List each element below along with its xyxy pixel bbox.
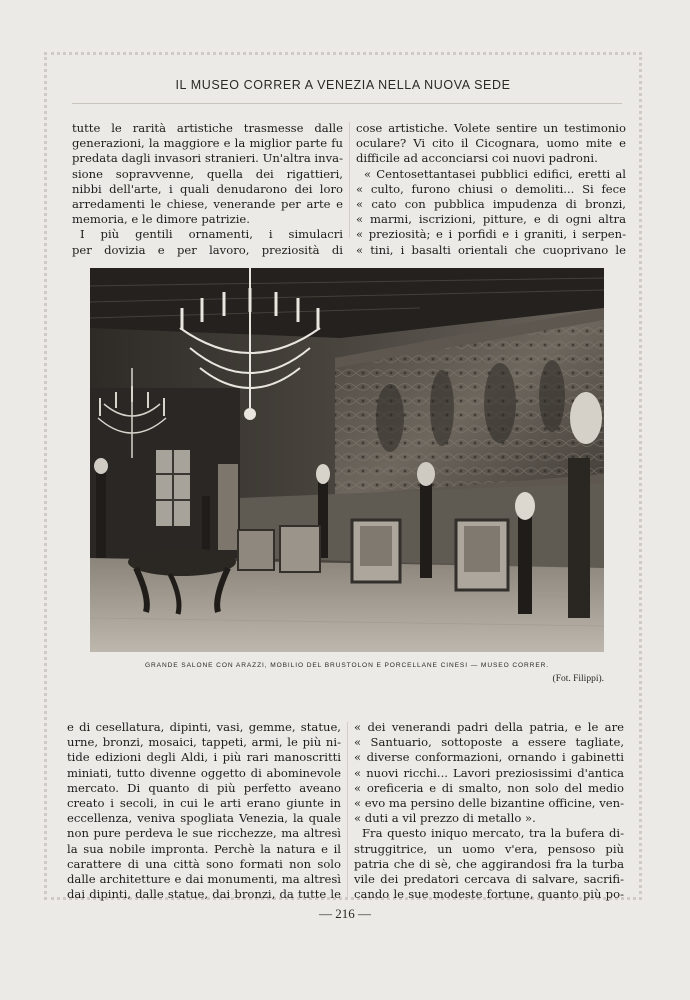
museum-hall-photograph bbox=[90, 268, 604, 652]
text-line: dalle architetture e dai monumenti, ma altresì bbox=[67, 871, 341, 886]
figure-caption: GRANDE SALONE CON ARAZZI, MOBILIO DEL BRUSTOLON E PORCELLANE CINESI — MUSEO CORRER. bbox=[144, 662, 550, 669]
text-line: mercato. Di quanto di più perfetto aveano bbox=[67, 780, 341, 795]
text-line: oculare? Vi cito il Cicognara, uomo mite e bbox=[356, 136, 626, 151]
column-top-left bbox=[72, 121, 343, 258]
text-line: struggitrice, un uomo v'era, pensoso più bbox=[354, 841, 624, 856]
text-line: dai dipinti, dalle statue, dai bronzi, da tutte le bbox=[67, 887, 341, 902]
text-line: miniati, tutto divenne oggetto di abominevole bbox=[67, 765, 341, 780]
text-line: « evo ma persino delle bizantine officine, ven- bbox=[354, 795, 624, 810]
text-line: cose artistiche. Volete sentire un testimonio bbox=[356, 121, 626, 135]
text-line: creato i secoli, in cui le arti erano giunte in bbox=[67, 795, 341, 810]
text-line: urne, bronzi, mosaici, tappeti, armi, le più ni- bbox=[67, 735, 341, 750]
text-line: difficile ad acconciarsi coi nuovi padroni. bbox=[356, 151, 598, 166]
text-line: « cato con pubblica impudenza di bronzi, bbox=[356, 196, 626, 211]
text-line: arredamenti le chiese, venerande per arte e bbox=[72, 196, 343, 211]
text-line: tutte le rarità artistiche trasmesse dalle bbox=[72, 121, 343, 135]
text-line: « diverse conformazioni, ornando i gabinetti bbox=[354, 750, 624, 765]
text-line: « preziosità; e i porfidi e i graniti, i serpen- bbox=[356, 227, 626, 242]
text-line: patria che di sè, che aggirandosi fra la turba bbox=[354, 856, 624, 871]
text-line: la sua nobile impronta. Perchè la natura e il bbox=[67, 841, 341, 856]
text-line: generazioni, la maggiore e la miglior parte fu bbox=[72, 136, 343, 151]
text-line: tide edizioni degli Aldi, i più rari manoscritti bbox=[67, 750, 341, 765]
text-line: memoria, e le dimore patrizie. bbox=[72, 212, 250, 227]
running-header: IL MUSEO CORRER A VENEZIA NELLA NUOVA SEDE bbox=[175, 78, 511, 92]
text-line: « dei venerandi padri della patria, e le are bbox=[354, 720, 624, 734]
text-line: predata dagli invasori stranieri. Un'altra inva- bbox=[72, 151, 343, 166]
text-line: cando le sue modeste fortune, quanto più po- bbox=[354, 887, 624, 902]
text-line: Fra questo iniquo mercato, tra la bufera di- bbox=[362, 826, 624, 841]
text-line: eccellenza, veniva spogliata Venezia, la quale bbox=[67, 811, 341, 826]
text-line: carattere di una città sono formati non solo bbox=[67, 856, 341, 871]
column-top-right bbox=[356, 121, 626, 258]
text-line: « tini, i basalti orientali che cuoprivano le bbox=[356, 242, 626, 257]
photo-illustration bbox=[90, 268, 604, 652]
column-divider bbox=[349, 122, 350, 238]
photo-credit: (Fot. Filippi). bbox=[552, 674, 604, 684]
text-line: « culto, furono chiusi o demoliti... Si fece bbox=[356, 181, 626, 196]
text-line: « Centosettantasei pubblici edifici, eretti al bbox=[364, 166, 626, 181]
text-line: « nuovi ricchi... Lavori preziosissimi d'antica bbox=[354, 765, 624, 780]
text-line: non pure perdeva le sue ricchezze, ma altresì bbox=[67, 826, 341, 841]
text-line: « duti a vil prezzo di metallo ». bbox=[354, 811, 536, 826]
text-line: per dovizia e per lavoro, preziosità di bbox=[72, 242, 343, 257]
text-line: « oreficeria e di smalto, non solo del medio bbox=[354, 780, 624, 795]
header-rule bbox=[72, 103, 622, 104]
column-bottom-right bbox=[354, 720, 624, 902]
text-line: sione sopravvenne, quella dei rigattieri, bbox=[72, 166, 343, 181]
text-line: vile dei predatori cercava di salvare, sacrifi- bbox=[354, 871, 624, 886]
text-line: nibbi dell'arte, i quali denudarono dei loro bbox=[72, 181, 343, 196]
doorway bbox=[218, 464, 238, 550]
column-bottom-left bbox=[67, 720, 341, 902]
text-line: « Santuario, sottoposte a essere tagliate, bbox=[354, 735, 624, 750]
page-number: — 216 — bbox=[319, 906, 371, 921]
column-divider bbox=[347, 722, 348, 900]
text-line: I più gentili ornamenti, i simulacri bbox=[80, 227, 343, 242]
text-line: « marmi, iscrizioni, pitture, e di ogni altra bbox=[356, 212, 626, 227]
text-line: e di cesellatura, dipinti, vasi, gemme, statue, bbox=[67, 720, 341, 734]
